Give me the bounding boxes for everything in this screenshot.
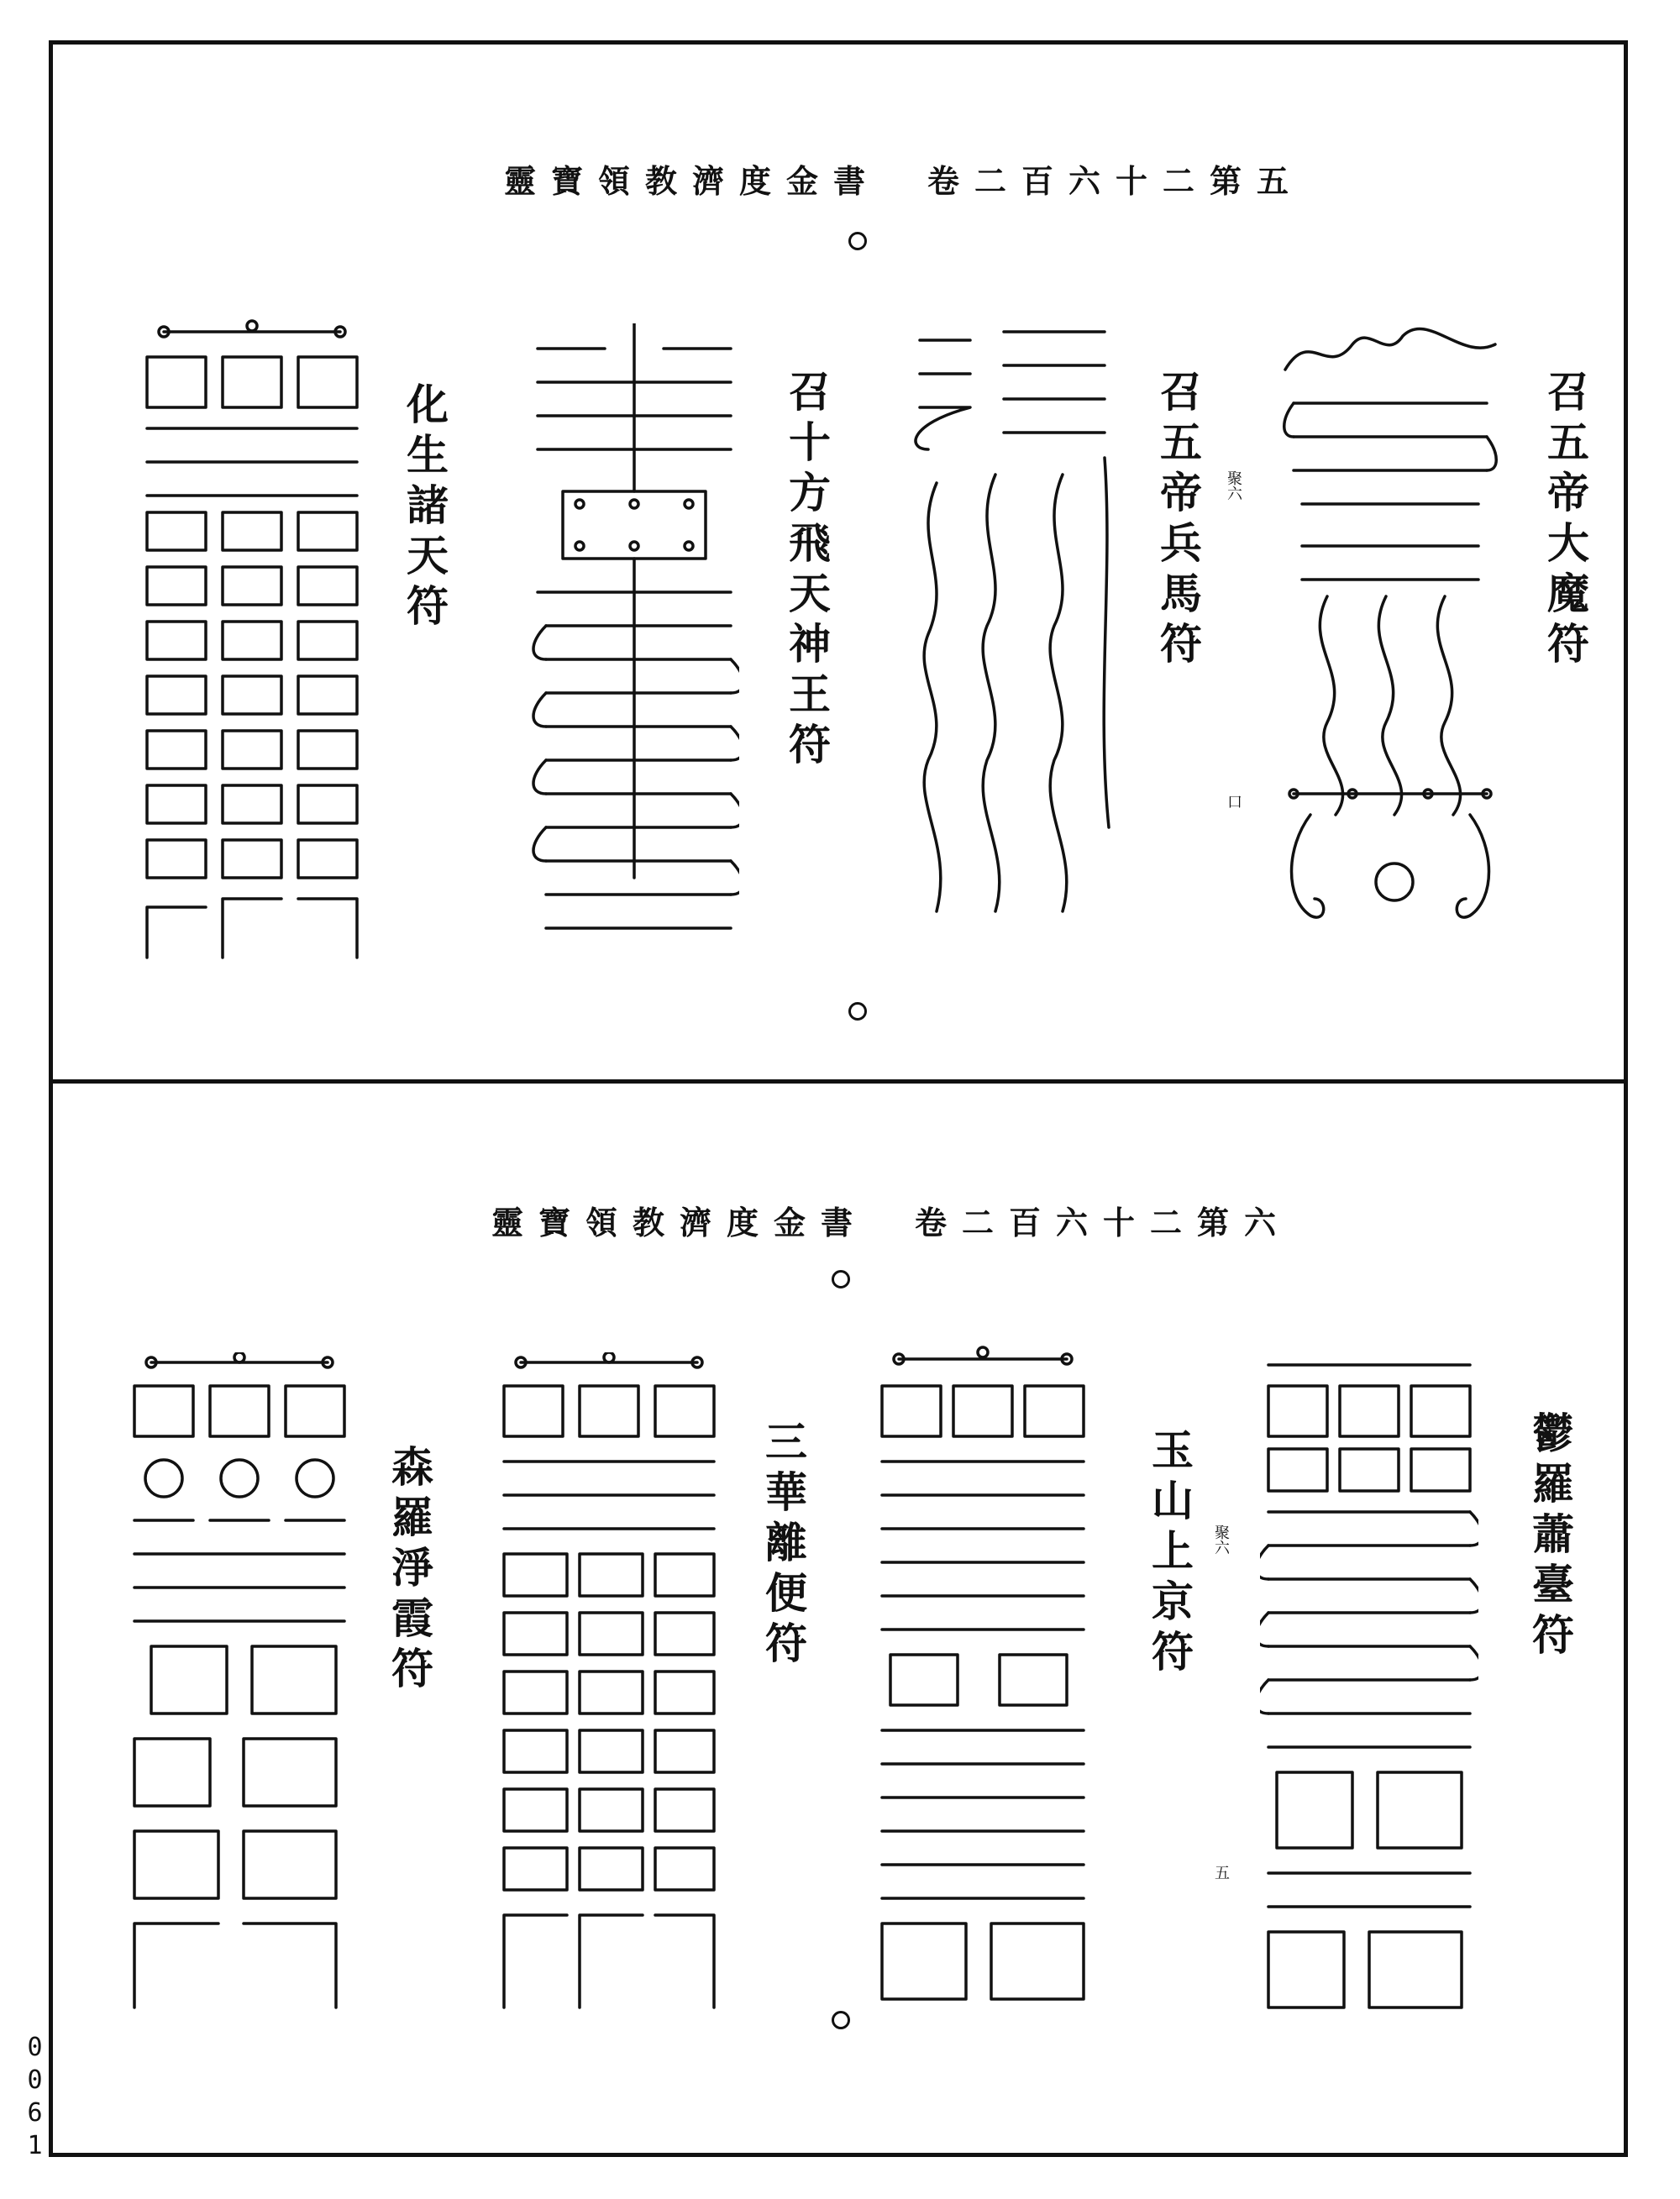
talisman-ten-directions: [529, 323, 739, 945]
top-label-1: 召五帝大魔符: [1541, 370, 1590, 672]
panel-divider: [49, 1079, 1628, 1084]
bottom-circle-upper: [832, 1270, 850, 1288]
talisman-sanhua: [496, 1352, 722, 2016]
talisman-yushan-shangjing: [874, 1344, 1092, 2016]
top-label-3: 召十方飛天神王符: [782, 370, 832, 773]
bottom-note-1: 聚六: [1212, 1525, 1230, 1555]
talisman-senluo: [126, 1352, 353, 2016]
bottom-header: 靈寶領教濟度金書 卷二百六十二第六: [491, 1204, 1292, 1241]
top-note-2: 口: [1225, 794, 1242, 809]
top-label-4: 化生諸天符: [400, 382, 449, 634]
talisman-transformation: [139, 319, 365, 966]
bottom-label-3: 三華離便符: [759, 1420, 808, 1672]
bottom-label-2: 玉山上京符: [1145, 1428, 1194, 1680]
bottom-label-4: 森羅淨霞符: [385, 1445, 434, 1697]
bottom-circle-lower: [832, 2011, 850, 2029]
page-number: 0061: [20, 2033, 50, 2164]
top-header: 靈寶領教濟度金書 卷二百六十二第五: [504, 162, 1305, 200]
top-label-2: 召五帝兵馬符: [1153, 370, 1203, 672]
bottom-label-1: 鬱羅蕭臺符: [1525, 1411, 1575, 1663]
top-circle-upper: [848, 232, 867, 250]
bottom-note-2: 五: [1212, 1865, 1230, 1880]
top-circle-lower: [848, 1002, 867, 1021]
top-note-1: 聚六: [1225, 470, 1242, 501]
talisman-yuluo-xiaotai: [1260, 1361, 1478, 2016]
talisman-great-demon: [1277, 311, 1504, 949]
talisman-five-emperors-troops: [903, 323, 1121, 945]
